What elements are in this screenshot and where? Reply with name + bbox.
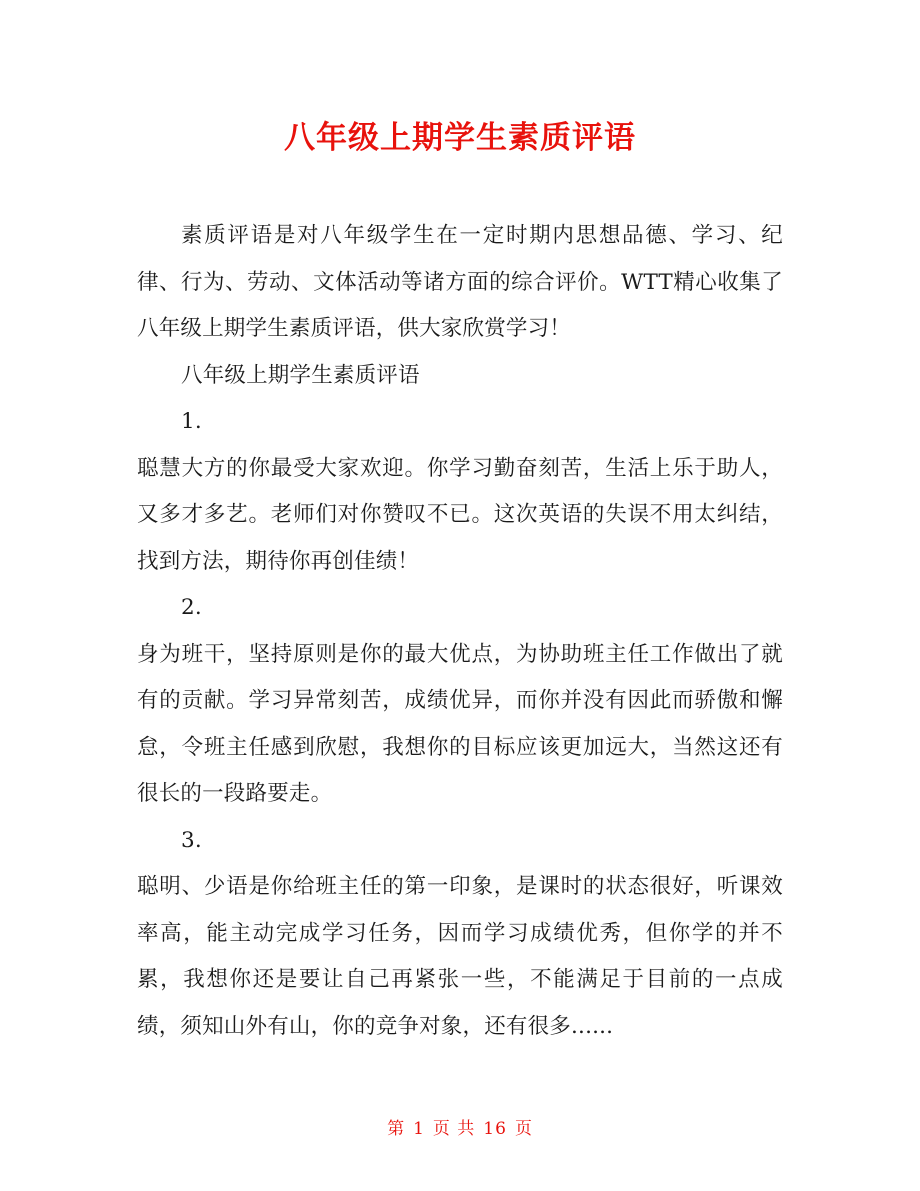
item-number: 2. bbox=[181, 595, 202, 620]
document-body bbox=[137, 213, 783, 1050]
footer-prefix: 第 bbox=[387, 1119, 406, 1139]
item-number: 1. bbox=[181, 409, 202, 434]
footer-total-pages: 16 bbox=[483, 1119, 507, 1139]
footer-suffix: 页 bbox=[514, 1119, 533, 1139]
item-text: 身为班干，坚持原则是你的最大优点，为协助班主任工作做出了就有的贡献。学习异常刻苦，成绩优异，而你并没有因此而骄傲和懈怠，令班主任感到欣慰，我想你的目标应该更加远大，当然这还有很长的一段路要走。 bbox=[137, 641, 783, 806]
item-number: 3. bbox=[181, 827, 202, 853]
item-text: 聪慧大方的你最受大家欢迎。你学习勤奋刻苦，生活上乐于助人，又多才多艺。老师们对你赞叹不已。这次英语的失误不用太纠结，找到方法，期待你再创佳绩！ bbox=[137, 455, 783, 574]
page-footer bbox=[0, 1114, 920, 1139]
item-text: 聪明、少语是你给班主任的第一印象，是课时的状态很好，听课效率高，能主动完成学习任务，因而学习成绩优秀，但你学的并不累，我想你还是要让自己再紧张一些，不能满足于目前的一点成绩，须知山外有山，你的竞争对象，还有很多...... bbox=[137, 874, 783, 1039]
footer-middle: 页 共 bbox=[432, 1119, 476, 1139]
section-subtitle: 八年级上期学生素质评语 bbox=[181, 362, 420, 388]
document-title: 八年级上期学生素质评语 bbox=[284, 120, 636, 156]
footer-page-number: 1 bbox=[413, 1119, 425, 1139]
intro-paragraph: 素质评语是对八年级学生在一定时期内思想品德、学习、纪律、行为、劳动、文体活动等诸方面的综合评价。WTT精心收集了八年级上期学生素质评语，供大家欣赏学习！ bbox=[137, 223, 783, 341]
